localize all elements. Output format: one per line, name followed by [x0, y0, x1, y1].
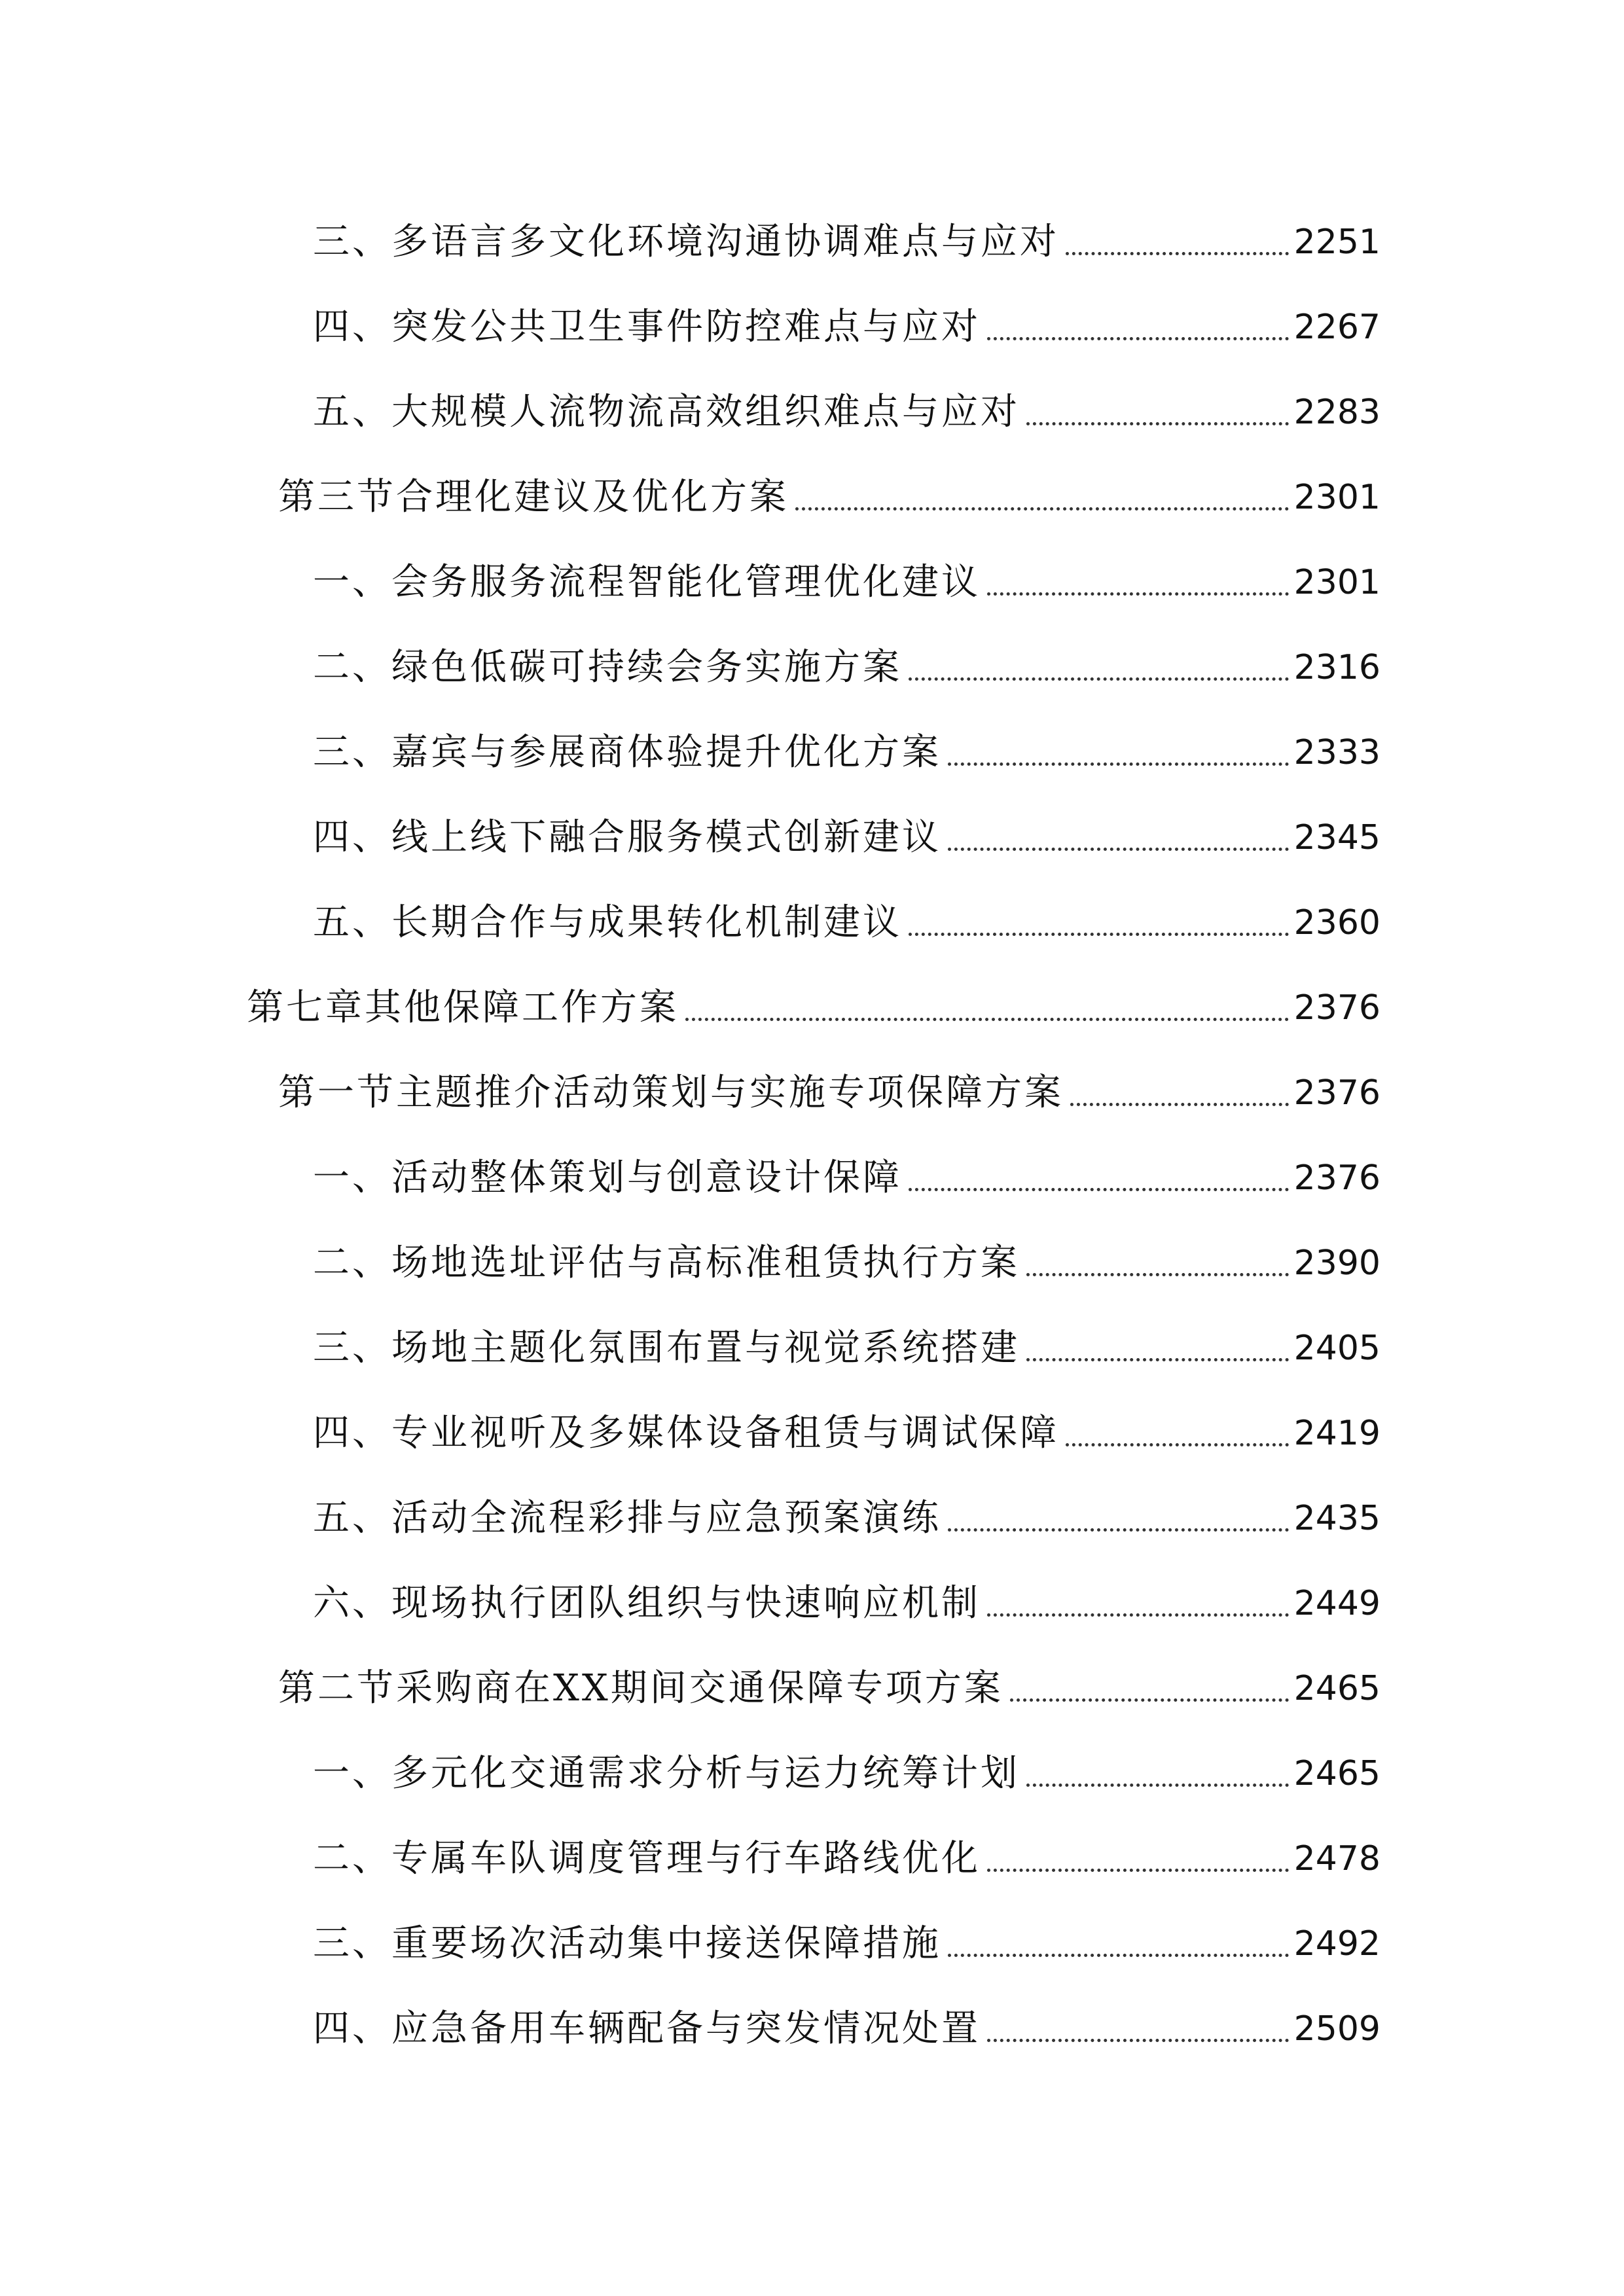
toc-entry-title: 四、突发公共卫生事件防控难点与应对: [313, 306, 981, 348]
toc-entry[interactable]: [313, 1748, 1380, 1800]
toc-entry[interactable]: [313, 1322, 1380, 1374]
toc-entry-page: 2301: [1293, 563, 1380, 602]
toc-entry-page: 2492: [1293, 1924, 1380, 1964]
toc-entry-title: 二、绿色低碳可持续会务实施方案: [313, 646, 902, 689]
toc-dot-leader: [795, 507, 1289, 511]
toc-entry-title: 四、专业视听及多媒体设备租赁与调试保障: [313, 1412, 1059, 1454]
toc-entry-page: 2316: [1293, 648, 1380, 687]
toc-dot-leader: [1066, 1443, 1289, 1446]
toc-entry-title: 第三节合理化建议及优化方案: [278, 476, 789, 518]
toc-dot-leader: [1066, 252, 1289, 255]
toc-entry-page: 2251: [1293, 223, 1380, 262]
toc-entry[interactable]: [313, 812, 1380, 864]
toc-entry-page: 2465: [1293, 1754, 1380, 1793]
toc-entry-title: 第一节主题推介活动策划与实施专项保障方案: [278, 1071, 1064, 1114]
toc-entry-page: 2465: [1293, 1669, 1380, 1708]
toc-entry-title: 一、多元化交通需求分析与运力统筹计划: [313, 1752, 1020, 1795]
toc-entry[interactable]: [313, 301, 1380, 353]
toc-entry-title: 三、多语言多文化环境沟通协调难点与应对: [313, 221, 1059, 263]
toc-entry-title: 三、重要场次活动集中接送保障措施: [313, 1922, 941, 1965]
toc-entry[interactable]: [313, 897, 1380, 949]
toc-dot-leader: [987, 337, 1289, 340]
toc-dot-leader: [1026, 1273, 1289, 1276]
toc-entry[interactable]: [313, 1577, 1380, 1630]
toc-dot-leader: [1026, 422, 1289, 425]
toc-entry[interactable]: [313, 1237, 1380, 1289]
toc-entry-title: 三、场地主题化氛围布置与视觉系统搭建: [313, 1327, 1020, 1369]
toc-entry-title: 五、长期合作与成果转化机制建议: [313, 901, 902, 944]
toc-entry-page: 2267: [1293, 308, 1380, 347]
toc-entry-page: 2376: [1293, 1073, 1380, 1113]
toc-entry-page: 2376: [1293, 988, 1380, 1028]
toc-dot-leader: [948, 1954, 1289, 1957]
toc-dot-leader: [948, 848, 1289, 851]
toc-dot-leader: [1070, 1103, 1289, 1106]
toc-dot-leader: [685, 1018, 1289, 1021]
toc-entry-page: 2405: [1293, 1329, 1380, 1368]
toc-entry[interactable]: [313, 726, 1380, 779]
toc-entry[interactable]: [313, 641, 1380, 694]
toc-entry-page: 2478: [1293, 1839, 1380, 1878]
toc-entry-title: 五、活动全流程彩排与应急预案演练: [313, 1497, 941, 1539]
toc-entry[interactable]: [278, 1662, 1380, 1715]
toc-dot-leader: [948, 1528, 1289, 1532]
toc-dot-leader: [987, 592, 1289, 596]
toc-dot-leader: [909, 1188, 1289, 1191]
toc-entry-title: 三、嘉宾与参展商体验提升优化方案: [313, 731, 941, 774]
toc-entry-title: 第七章其他保障工作方案: [247, 986, 679, 1029]
toc-entry[interactable]: [278, 1067, 1380, 1119]
toc-dot-leader: [987, 2039, 1289, 2042]
toc-entry-page: 2419: [1293, 1414, 1380, 1453]
toc-dot-leader: [948, 762, 1289, 766]
toc-entry[interactable]: [278, 471, 1380, 524]
toc-entry[interactable]: [247, 982, 1380, 1034]
toc-entry[interactable]: [313, 1407, 1380, 1460]
toc-entry[interactable]: [313, 386, 1380, 439]
toc-entry-page: 2333: [1293, 733, 1380, 772]
toc-entry-title: 五、大规模人流物流高效组织难点与应对: [313, 391, 1020, 433]
toc-entry-page: 2509: [1293, 2009, 1380, 2049]
toc-entry-page: 2376: [1293, 1158, 1380, 1198]
toc-entry[interactable]: [313, 2003, 1380, 2055]
toc-dot-leader: [1010, 1698, 1289, 1702]
toc-entry-title: 四、线上线下融合服务模式创新建议: [313, 816, 941, 859]
toc-entry-title: 二、专属车队调度管理与行车路线优化: [313, 1837, 981, 1880]
toc-entry[interactable]: [313, 1492, 1380, 1545]
toc-dot-leader: [909, 677, 1289, 681]
toc-entry-title: 一、活动整体策划与创意设计保障: [313, 1157, 902, 1199]
toc-entry-title: 六、现场执行团队组织与快速响应机制: [313, 1582, 981, 1624]
toc-entry-page: 2301: [1293, 478, 1380, 517]
toc-entry-title: 二、场地选址评估与高标准租赁执行方案: [313, 1242, 1020, 1284]
toc-entry-page: 2360: [1293, 903, 1380, 942]
toc-entry[interactable]: [313, 556, 1380, 609]
toc-entry-page: 2345: [1293, 818, 1380, 857]
toc-entry[interactable]: [313, 216, 1380, 268]
toc-entry-title: 四、应急备用车辆配备与突发情况处置: [313, 2007, 981, 2050]
toc-dot-leader: [987, 1869, 1289, 1872]
toc-entry-page: 2435: [1293, 1499, 1380, 1538]
toc-entry[interactable]: [313, 1918, 1380, 1970]
toc-dot-leader: [987, 1613, 1289, 1617]
toc-dot-leader: [909, 933, 1289, 936]
toc-entry[interactable]: [313, 1833, 1380, 1885]
toc-dot-leader: [1026, 1358, 1289, 1361]
toc-entry[interactable]: [313, 1152, 1380, 1204]
toc-entry-page: 2390: [1293, 1244, 1380, 1283]
toc-entry-page: 2283: [1293, 393, 1380, 432]
toc-entry-title: 第二节采购商在XX期间交通保障专项方案: [278, 1667, 1003, 1710]
toc-entry-page: 2449: [1293, 1584, 1380, 1623]
toc-entry-title: 一、会务服务流程智能化管理优化建议: [313, 561, 981, 603]
toc-dot-leader: [1026, 1784, 1289, 1787]
